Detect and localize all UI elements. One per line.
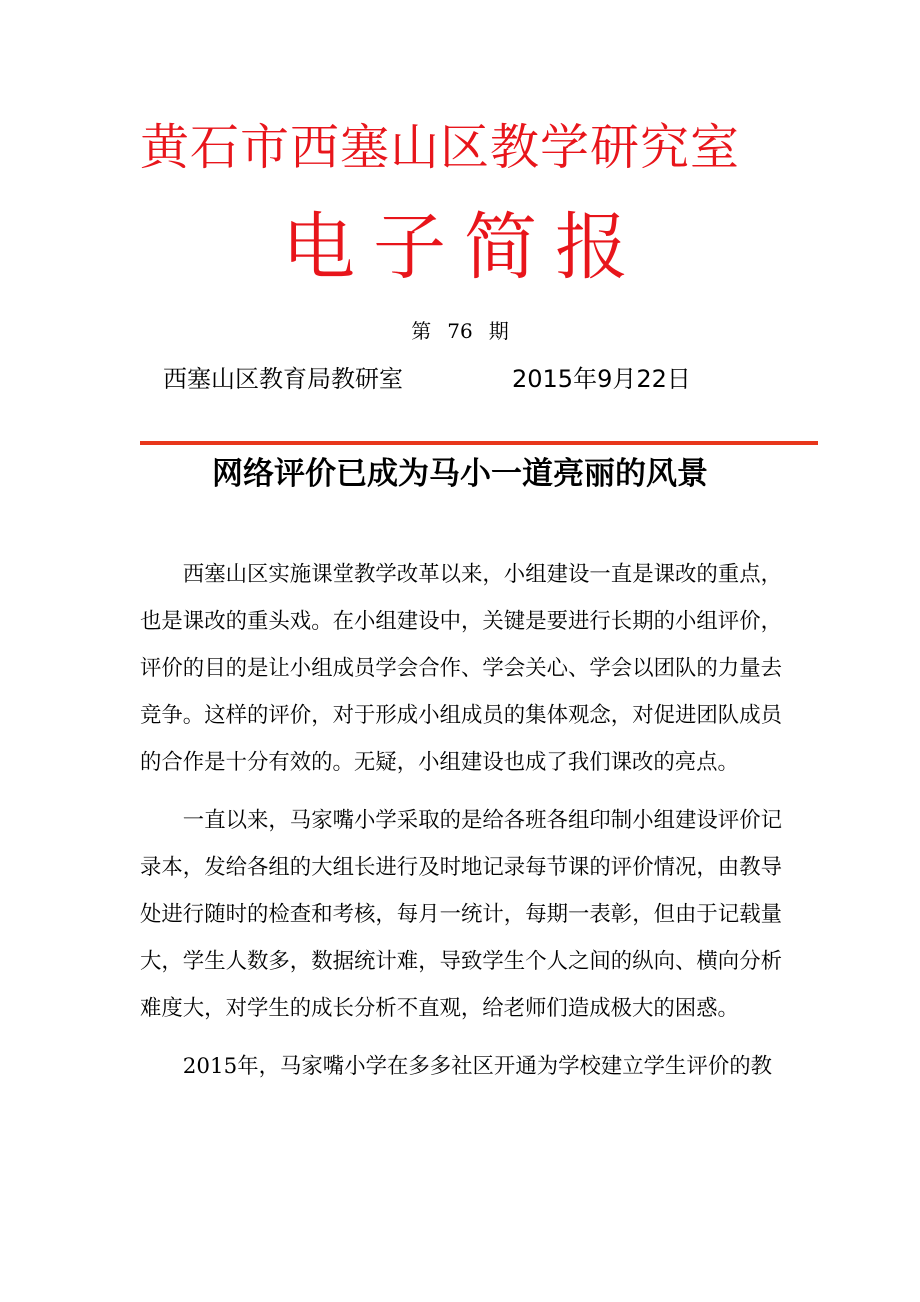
issue-prefix: 第 xyxy=(411,319,432,343)
header-divider xyxy=(140,441,818,445)
issue-number: 76 xyxy=(447,319,473,343)
issuer: 西塞山区教育局教研室 xyxy=(163,365,403,393)
article-title: 网络评价已成为马小一道亮丽的风景 xyxy=(212,456,708,492)
article-paragraph: 2015年，马家嘴小学在多多社区开通为学校建立学生评价的教 xyxy=(182,1054,773,1079)
bulletin-title: 电子简报 xyxy=(282,205,646,290)
organization-title: 黄石市西塞山区教学研究室 xyxy=(140,119,741,176)
article-paragraph: 西塞山区实施课堂教学改革以来，小组建设一直是课改的重点，也是课改的重头戏。在小组建设中，关键是要进行长期的小组评价，评价的目的是让小组成员学会合作、学会关心、学会以团队的力量去竞争。这样的评价，对于形成小组成员的集体观念，对促进团队成员的合作是十分有效的。无疑，小组建设也成了我们课改的亮点。 xyxy=(140,562,782,775)
issue-line xyxy=(0,318,920,344)
article-body xyxy=(140,551,782,1101)
issue-date: 2015年9月22日 xyxy=(512,365,691,393)
issue-suffix: 期 xyxy=(488,319,509,343)
article-paragraph: 一直以来，马家嘴小学采取的是给各班各组印制小组建设评价记录本，发给各组的大组长进行及时地记录每节课的评价情况，由教导处进行随时的检查和考核，每月一统计，每期一表彰，但由于记载量大，学生人数多，数据统计难，导致学生个人之间的纵向、横向分析难度大，对学生的成长分析不直观，给老师们造成极大的困惑。 xyxy=(140,808,782,1021)
